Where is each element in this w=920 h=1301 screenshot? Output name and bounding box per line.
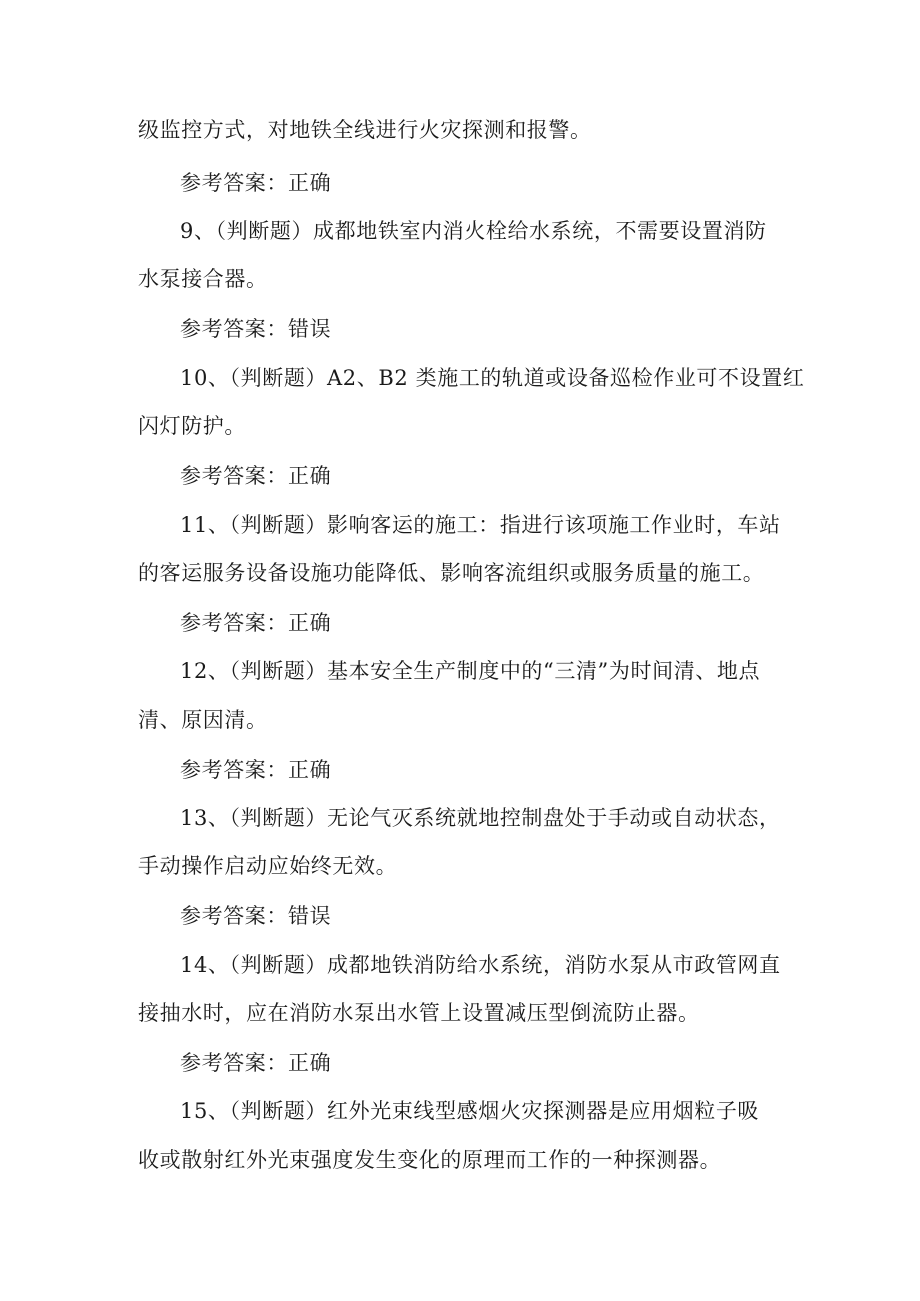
paragraph-line: 级监控方式，对地铁全线进行火灾探测和报警。 (138, 118, 592, 142)
question-line: 接抽水时，应在消防水泵出水管上设置减压型倒流防止器。 (138, 1001, 700, 1025)
answer-line: 参考答案：正确 (180, 171, 332, 195)
question-line: 闪灯防护。 (138, 414, 246, 438)
answer-line: 参考答案：正确 (180, 758, 332, 782)
question-line: 14、（判断题）成都地铁消防给水系统，消防水泵从市政管网直 (180, 953, 781, 977)
question-line: 11、（判断题）影响客运的施工：指进行该项施工作业时，车站 (180, 513, 781, 537)
question-line: 9、（判断题）成都地铁室内消火栓给水系统，不需要设置消防 (180, 219, 767, 243)
answer-line: 参考答案：正确 (180, 611, 332, 635)
question-line: 12、（判断题）基本安全生产制度中的“三清”为时间清、地点 (180, 659, 761, 683)
answer-line: 参考答案：正确 (180, 464, 332, 488)
answer-line: 参考答案：正确 (180, 1051, 332, 1075)
question-line: 15、（判断题）红外光束线型感烟火灾探测器是应用烟粒子吸 (180, 1099, 760, 1123)
question-line: 水泵接合器。 (138, 267, 268, 291)
answer-line: 参考答案：错误 (180, 317, 332, 341)
question-line: 13、（判断题）无论气灭系统就地控制盘处于手动或自动状态， (180, 806, 781, 830)
answer-line: 参考答案：错误 (180, 904, 332, 928)
question-line: 清、原因清。 (138, 708, 268, 732)
question-line: 10、（判断题）A2、B2 类施工的轨道或设备巡检作业可不设置红 (180, 366, 805, 390)
question-line: 的客运服务设备设施功能降低、影响客流组织或服务质量的施工。 (138, 561, 765, 585)
question-line: 收或散射红外光束强度发生变化的原理而工作的一种探测器。 (138, 1148, 722, 1172)
question-line: 手动操作启动应始终无效。 (138, 854, 398, 878)
